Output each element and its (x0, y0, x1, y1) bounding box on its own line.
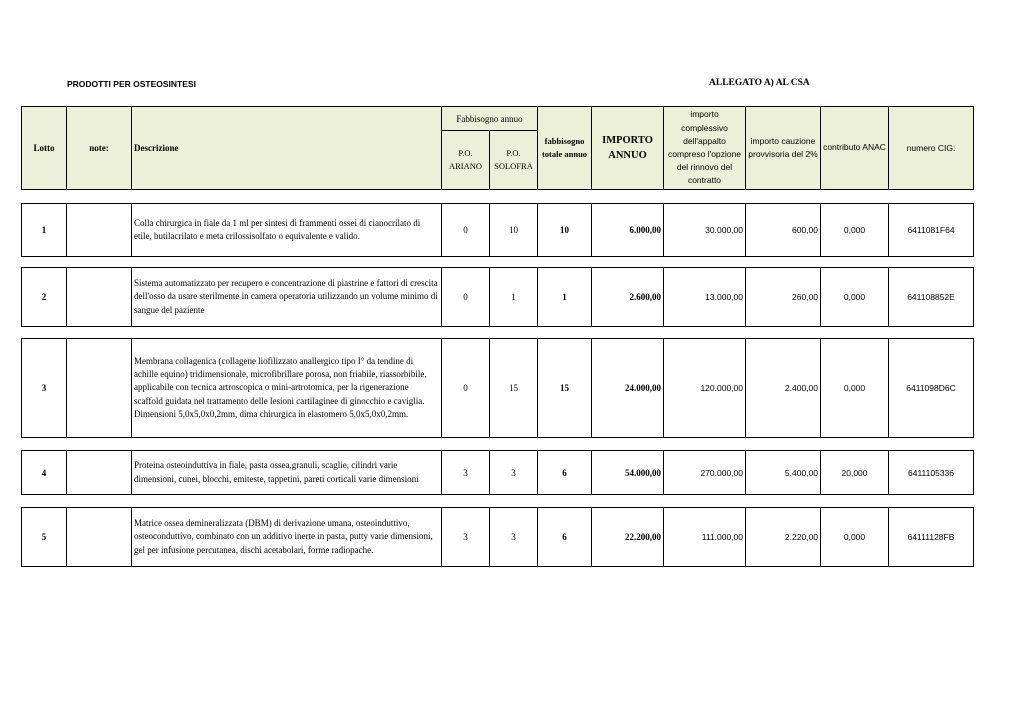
header-po-ariano: P.O. ARIANO (442, 131, 490, 190)
cell-totale: 10 (538, 204, 592, 257)
lotto-row-3 (21, 338, 974, 438)
header-importo-cauzione: importo cauzione provvisoria del 2% (746, 107, 821, 190)
cell-anac: 0,000 (821, 508, 889, 567)
lotto-row-2 (21, 267, 974, 327)
cell-ariano: 0 (442, 339, 490, 438)
cell-importo-annuo: 24.000,00 (592, 339, 664, 438)
cell-importo-complessivo: 30.000,00 (664, 204, 746, 257)
cell-descrizione: Membrana collagenica (collagene liofilizzato anallergico tipo I° da tendine di achille equino) tridimensionale, microfibrillare porosa, non friabile, riassorbibile, applicabile con tecnica artroscopica o mini-artrotomica, per la rigenerazione scaffold guidata nel trattamento delle lesioni cartilaginee di ginocchio e caviglia. Dimensioni 5,0x5,0x0,2mm, dima chirurgica in elastomero 5,0x5,0x0,2mm. (132, 339, 442, 438)
cell-totale: 15 (538, 339, 592, 438)
cell-ariano: 3 (442, 451, 490, 495)
lotto-row-1 (21, 203, 974, 257)
header-fabbisogno-annuo: Fabbisogno annuo (442, 107, 538, 131)
header-table (21, 106, 974, 190)
cell-descrizione: Proteina osteoinduttiva in fiale, pasta ossea,granuli, scaglie, cilindri varie dimensioni, cunei, blocchi, emiteste, tappetini, pareti corticali varie dimensioni (132, 451, 442, 495)
page-title: PRODOTTI PER OSTEOSINTESI (67, 79, 196, 89)
cell-importo-annuo: 54.000,00 (592, 451, 664, 495)
cell-cig: 6411098D6C (889, 339, 974, 438)
lotto-row-5 (21, 507, 974, 567)
cell-lotto: 3 (22, 339, 67, 438)
cell-anac: 0,000 (821, 339, 889, 438)
header-importo-annuo: IMPORTO ANNUO (592, 107, 664, 190)
cell-note (67, 451, 132, 495)
cell-solofra: 3 (490, 508, 538, 567)
header-descrizione: Descrizione (132, 107, 442, 190)
cell-note (67, 339, 132, 438)
cell-cig: 641108852E (889, 268, 974, 327)
cell-importo-complessivo: 13.000,00 (664, 268, 746, 327)
cell-cauzione: 2.400,00 (746, 339, 821, 438)
cell-importo-annuo: 6.000,00 (592, 204, 664, 257)
cell-anac: 0,000 (821, 204, 889, 257)
header-note: note: (67, 107, 132, 190)
cell-solofra: 3 (490, 451, 538, 495)
header-fabbisogno-totale: fabbisogno totale annuo (538, 107, 592, 190)
cell-descrizione: Matrice ossea demineralizzata (DBM) di derivazione umana, osteoinduttivo, osteoconduttivo, combinato con un additivo inerte in pasta, putty varie dimensioni, gel per infusione percutanea, dischi acetabolari, forme radiopache. (132, 508, 442, 567)
cell-anac: 0,000 (821, 268, 889, 327)
cell-lotto: 4 (22, 451, 67, 495)
header-lotto: Lotto (22, 107, 67, 190)
cell-importo-annuo: 2.600,00 (592, 268, 664, 327)
cell-importo-complessivo: 270.000,00 (664, 451, 746, 495)
cell-note (67, 268, 132, 327)
cell-descrizione: Sistema automatizzato per recupero e concentrazione di piastrine e fattori di crescita dell'osso da usare sterilmente in camera operatoria utilizzando un volume minimo di sangue del paziente (132, 268, 442, 327)
cell-importo-complessivo: 120.000,00 (664, 339, 746, 438)
cell-cig: 6411105336 (889, 451, 974, 495)
cell-solofra: 15 (490, 339, 538, 438)
cell-solofra: 1 (490, 268, 538, 327)
cell-cauzione: 2.220,00 (746, 508, 821, 567)
cell-cauzione: 600,00 (746, 204, 821, 257)
cell-totale: 6 (538, 508, 592, 567)
header-numero-cig: numero CIG: (889, 107, 974, 190)
header-po-solofra: P.O. SOLOFRA (490, 131, 538, 190)
cell-note (67, 508, 132, 567)
cell-ariano: 0 (442, 268, 490, 327)
allegato-label: ALLEGATO A) AL CSA (709, 78, 810, 88)
cell-lotto: 2 (22, 268, 67, 327)
cell-cauzione: 260,00 (746, 268, 821, 327)
cell-importo-complessivo: 111.000,00 (664, 508, 746, 567)
header-importo-complessivo: importo complessivo dell'appalto compreso l'opzione del rinnovo del contratto (664, 107, 746, 190)
cell-ariano: 0 (442, 204, 490, 257)
cell-solofra: 10 (490, 204, 538, 257)
header-contributo-anac: contributo ANAC (821, 107, 889, 190)
cell-cig: 64111128FB (889, 508, 974, 567)
cell-note (67, 204, 132, 257)
cell-totale: 1 (538, 268, 592, 327)
cell-anac: 20,000 (821, 451, 889, 495)
cell-importo-annuo: 22.200,00 (592, 508, 664, 567)
cell-lotto: 5 (22, 508, 67, 567)
cell-totale: 6 (538, 451, 592, 495)
cell-lotto: 1 (22, 204, 67, 257)
cell-cig: 6411081F64 (889, 204, 974, 257)
cell-descrizione: Colla chirurgica in fiale da 1 ml per sintesi di frammenti ossei di cianocrilato di etile, butilacrilato e meta crilossisolfato o equivalente e valido. (132, 204, 442, 257)
cell-ariano: 3 (442, 508, 490, 567)
cell-cauzione: 5.400,00 (746, 451, 821, 495)
lotto-row-4 (21, 450, 974, 495)
